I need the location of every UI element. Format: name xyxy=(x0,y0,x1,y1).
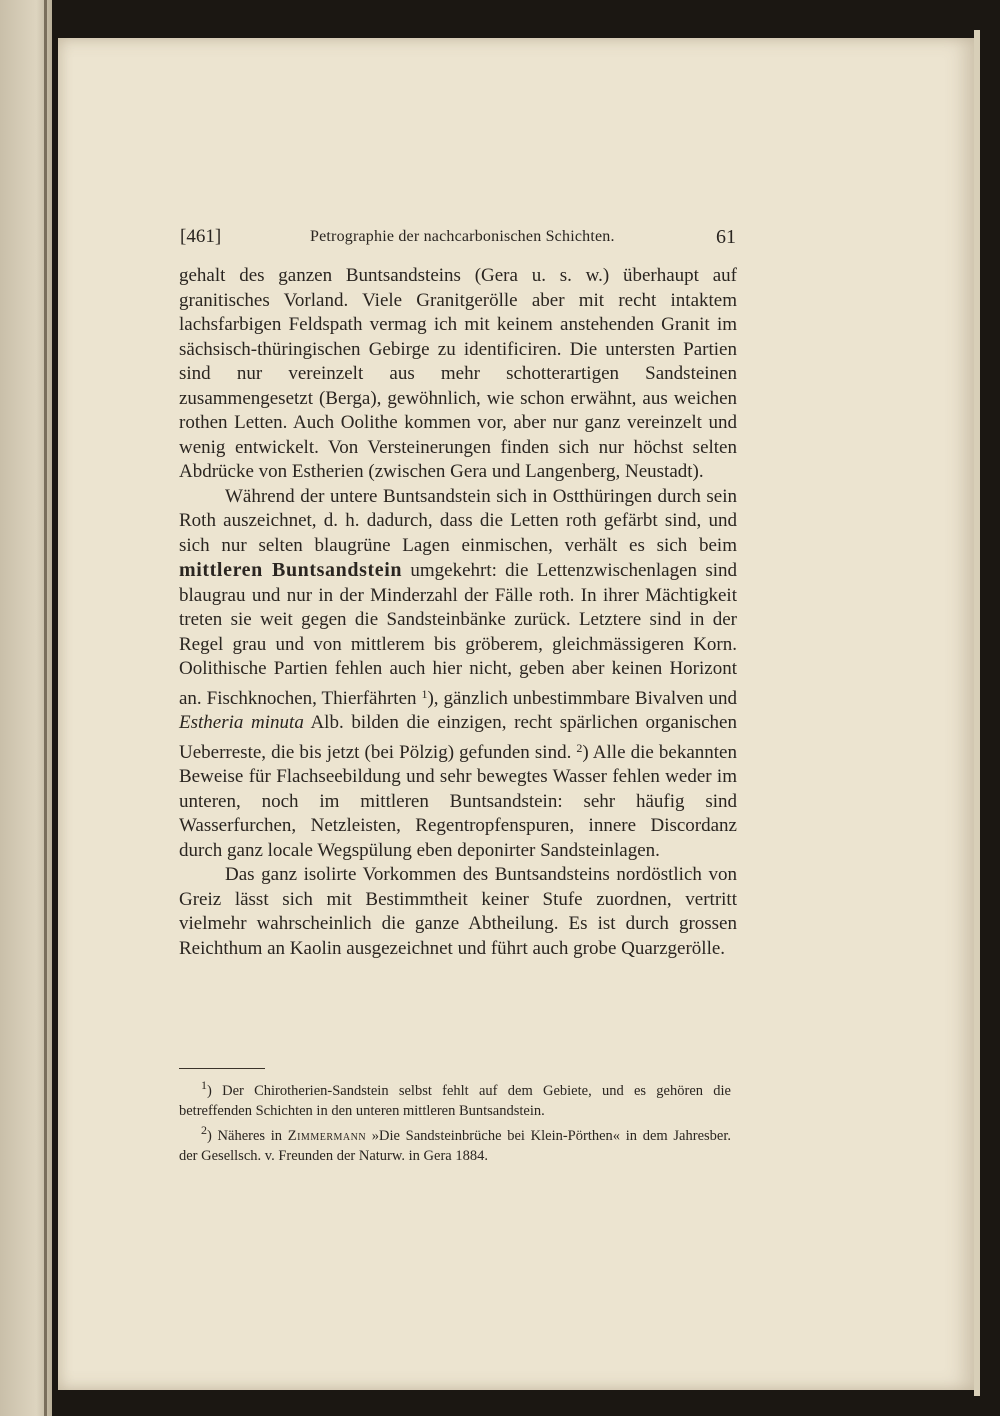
footnote-ref-2: 2 xyxy=(576,740,583,755)
page-ref: [461] xyxy=(180,226,222,247)
gutter-shadow xyxy=(44,0,47,1416)
page-stack-edge xyxy=(974,30,980,1396)
paragraph-2-part-e: ) Alle die bekannten Beweise für Flachseebildung und sehr bewegtes Wasser fehlen weder im unteren, noch im mittleren Buntsandstein: sehr häufig sind Wasserfurchen, Netzleisten, Regentropfenspuren, innere Discordanz durch ganz locale Wegspülung eben deponirter Sandsteinlagen. xyxy=(179,741,737,861)
paragraph-2-part-b: umgekehrt: die Lettenzwischenlagen sind blaugrau und nur in der Minderzahl der Fälle roth. In ihrer Mächtigkeit treten sie weit gegen die Sandsteinbänke zurück. Letztere sind in der Regel grau und von mittlerem bis gröberem, gleichmässigeren Korn. Oolithische Partien fehlen auch hier nicht, geben aber keinen Horizont an. Fischknochen, Thierfährten xyxy=(179,560,737,709)
page-number: 61 xyxy=(716,226,736,248)
footnote-divider xyxy=(179,1068,265,1069)
paragraph-1: gehalt des ganzen Buntsandsteins (Gera u. s. w.) überhaupt auf granitisches Vorland. Viele Granitgerölle aber mit recht intaktem lachsfarbigen Feldspath vermag ich mit keinem anstehenden Granit im sächsisch-thüringischen Gebirge zu identificiren. Die untersten Partien sind nur vereinzelt aus mehr schotterartigen Sandsteinen zusammengesetzt (Berga), gewöhnlich, wie schon erwähnt, aus weichen rothen Letten. Auch Oolithe kommen vor, aber nur ganz vereinzelt und wenig entwickelt. Von Versteinerungen finden sich nur höchst selten Abdrücke von Estherien (zwischen Gera und Langenberg, Neustadt). xyxy=(179,265,737,482)
paragraph-2-part-d: Alb. bilden die einzigen, recht spärlichen organischen Ueberreste, die bis jetzt (bei Pölzig) gefunden sind. xyxy=(179,712,737,763)
running-header xyxy=(180,226,736,252)
footnote-1-text: ) Der Chirotherien-Sandstein selbst fehlt auf dem Gebiete, und es gehören die betreffenden Schichten in den unteren mittleren Buntsandstein. xyxy=(179,1083,731,1119)
footnote-1-mark: 1 xyxy=(201,1078,207,1092)
author-name: Zimmermann xyxy=(287,1128,367,1144)
running-title: Petrographie der nachcarbonischen Schichten. xyxy=(310,228,615,245)
paragraph-2-part-a: Während der untere Buntsandstein sich in Ostthüringen durch sein Roth auszeichnet, d. h. dadurch, dass die Letten roth gefärbt sind, und sich nur selten blaugrüne Lagen einmischen, verhält es sich beim xyxy=(179,485,737,556)
species-name: Estheria minuta xyxy=(179,712,304,733)
footnote-2 xyxy=(179,1121,731,1166)
footnote-ref-1: 1 xyxy=(421,686,428,701)
footnote-2-part-b: »Die Sandsteinbrüche bei Klein-Pörthen« in dem Jahresber. der Gesellsch. v. Freunden der Naturw. in Gera 1884. xyxy=(179,1128,731,1164)
footnote-1 xyxy=(179,1076,731,1121)
footnotes xyxy=(179,1076,731,1166)
main-text xyxy=(179,264,737,961)
footnote-2-part-a: ) Näheres in xyxy=(207,1128,288,1144)
paragraph-2-part-c: ), gänzlich unbestimmbare Bivalven und xyxy=(427,687,737,709)
footnote-2-mark: 2 xyxy=(201,1123,207,1137)
paragraph-2 xyxy=(179,485,737,864)
emphasis-mittlerer-buntsandstein: mittleren Buntsandstein xyxy=(179,559,403,581)
paragraph-3: Das ganz isolirte Vorkommen des Buntsandsteins nordöstlich von Greiz lässt sich mit Bestimmtheit keiner Stufe zuordnen, vertritt vielmehr wahrscheinlich die ganze Abtheilung. Es ist durch grossen Reichthum an Kaolin ausgezeichnet und führt auch grobe Quarzgerölle. xyxy=(179,864,737,959)
